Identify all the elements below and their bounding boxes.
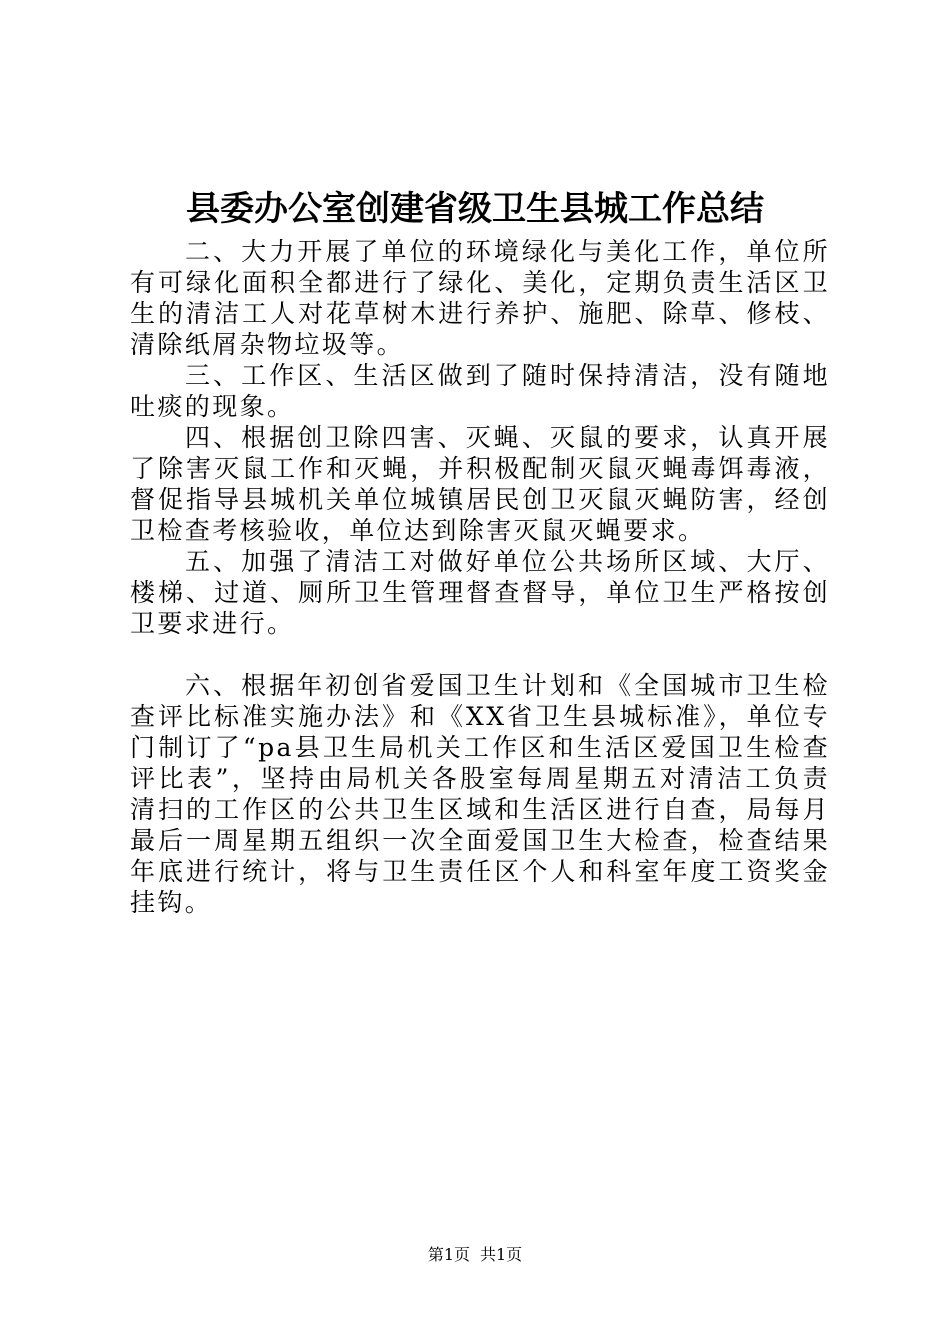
paragraph-gap bbox=[130, 639, 830, 670]
page-number-total: 共1页 bbox=[480, 1245, 523, 1264]
paragraph-6: 六、根据年初创省爱国卫生计划和《全国城市卫生检查评比标准实施办法》和《XX省卫生县城标准》，单位专门制订了“pa县卫生局机关工作区和生活区爱国卫生检查评比表”，坚持由局机关各股室每周星期五对清洁工负责清扫的工作区的公共卫生区域和生活区进行自查，局每月最后一周星期五组织一次全面爱国卫生大检查，检查结果年底进行统计，将与卫生责任区个人和科室年度工资奖金挂钩。 bbox=[130, 671, 830, 917]
page-footer bbox=[0, 1244, 950, 1266]
paragraph-4: 四、根据创卫除四害、灭蝇、灭鼠的要求，认真开展了除害灭鼠工作和灭蝇，并积极配制灭鼠灭蝇毒饵毒液，督促指导县城机关单位城镇居民创卫灭鼠灭蝇防害，经创卫检查考核验收，单位达到除害灭鼠灭蝇要求。 bbox=[130, 423, 830, 545]
paragraph-3: 三、工作区、生活区做到了随时保持清洁，没有随地吐痰的现象。 bbox=[130, 361, 830, 421]
document-title: 县委办公室创建省级卫生县城工作总结 bbox=[186, 189, 764, 229]
paragraph-5: 五、加强了清洁工对做好单位公共场所区域、大厅、楼梯、过道、厕所卫生管理督查督导，单位卫生严格按创卫要求进行。 bbox=[130, 547, 830, 638]
paragraph-2: 二、大力开展了单位的环境绿化与美化工作，单位所有可绿化面积全都进行了绿化、美化，定期负责生活区卫生的清洁工人对花草树木进行养护、施肥、除草、修枝、清除纸屑杂物垃圾等。 bbox=[130, 237, 830, 359]
document-body bbox=[130, 236, 830, 918]
page-number-current: 第1页 bbox=[427, 1245, 470, 1264]
